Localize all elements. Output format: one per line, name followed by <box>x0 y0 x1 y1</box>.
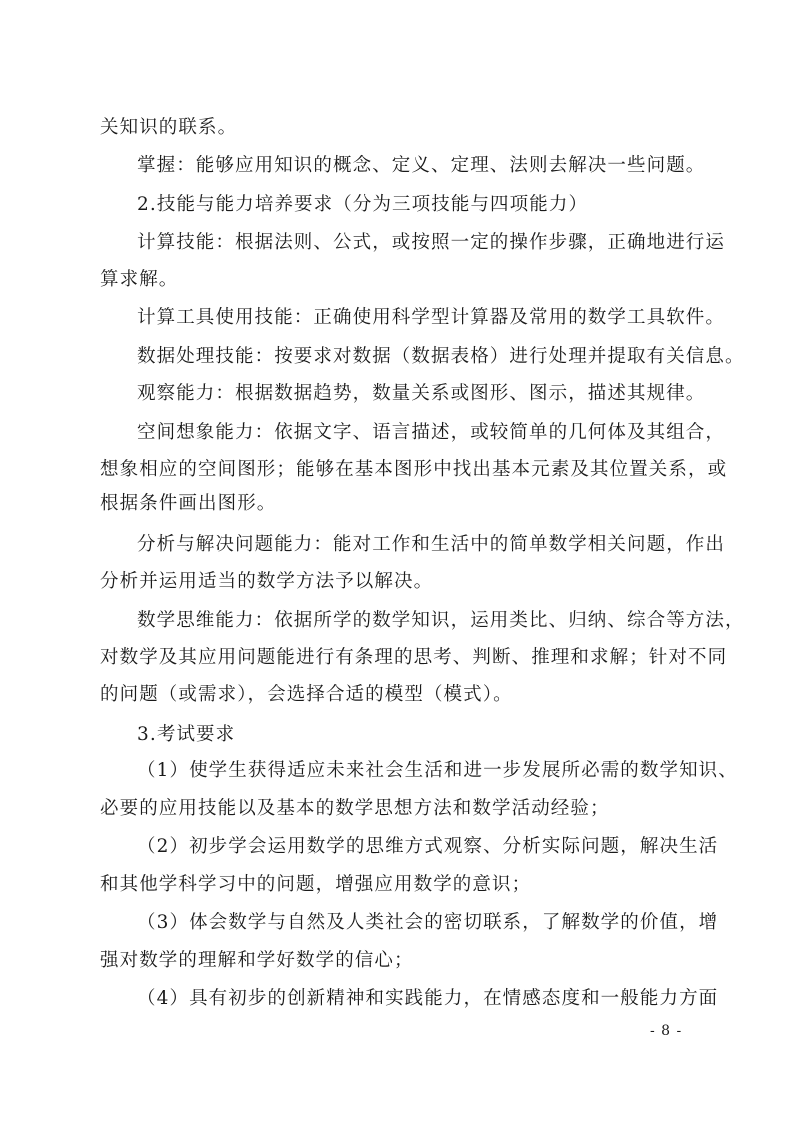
page-number: - 8 - <box>650 1023 683 1039</box>
text-line-22: （3）体会数学与自然及人类社会的密切联系，了解数学的价值，增 <box>137 912 719 933</box>
text-line-3: 2.技能与能力培养要求（分为三项技能与四项能力） <box>137 194 589 215</box>
text-line-2: 掌握：能够应用知识的概念、定义、定理、法则去解决一些问题。 <box>137 155 706 176</box>
text-line-6: 计算工具使用技能：正确使用科学型计算器及常用的数学工具软件。 <box>137 307 726 328</box>
text-line-17: 3.考试要求 <box>137 724 236 745</box>
text-line-16: 的问题（或需求），会选择合适的模型（模式）。 <box>100 684 513 705</box>
text-line-15: 对数学及其应用问题能进行有条理的思考、判断、推理和求解；针对不同 <box>100 647 728 668</box>
text-line-9: 空间想象能力：依据文字、语言描述，或较简单的几何体及其组合， <box>137 422 726 443</box>
text-line-21: 和其他学科学习中的问题，增强应用数学的意识； <box>100 874 532 895</box>
text-line-8: 观察能力：根据数据趋势，数量关系或图形、图示，描述其规律。 <box>137 383 706 404</box>
text-line-20: （2）初步学会运用数学的思维方式观察、分析实际问题，解决生活 <box>137 836 719 857</box>
text-line-12: 分析与解决问题能力：能对工作和生活中的简单数学相关问题，作出 <box>137 534 726 555</box>
text-line-7: 数据处理技能：按要求对数据（数据表格）进行处理并提取有关信息。 <box>137 346 745 367</box>
text-line-24: （4）具有初步的创新精神和实践能力，在情感态度和一般能力方面 <box>137 988 719 1009</box>
text-line-14: 数学思维能力：依据所学的数学知识，运用类比、归纳、综合等方法， <box>137 610 745 631</box>
text-line-5: 算求解。 <box>100 269 179 290</box>
text-line-19: 必要的应用技能以及基本的数学思想方法和数学活动经验； <box>100 798 610 819</box>
text-line-18: （1）使学生获得适应未来社会生活和进一步发展所必需的数学知识、 <box>137 760 738 781</box>
text-line-10: 想象相应的空间图形；能够在基本图形中找出基本元素及其位置关系，或 <box>100 459 728 480</box>
text-line-1: 关知识的联系。 <box>100 117 238 138</box>
text-line-11: 根据条件画出图形。 <box>100 493 277 514</box>
text-line-23: 强对数学的理解和学好数学的信心； <box>100 950 414 971</box>
text-line-13: 分析并运用适当的数学方法予以解决。 <box>100 571 434 592</box>
text-line-4: 计算技能：根据法则、公式，或按照一定的操作步骤，正确地进行运 <box>137 232 726 253</box>
